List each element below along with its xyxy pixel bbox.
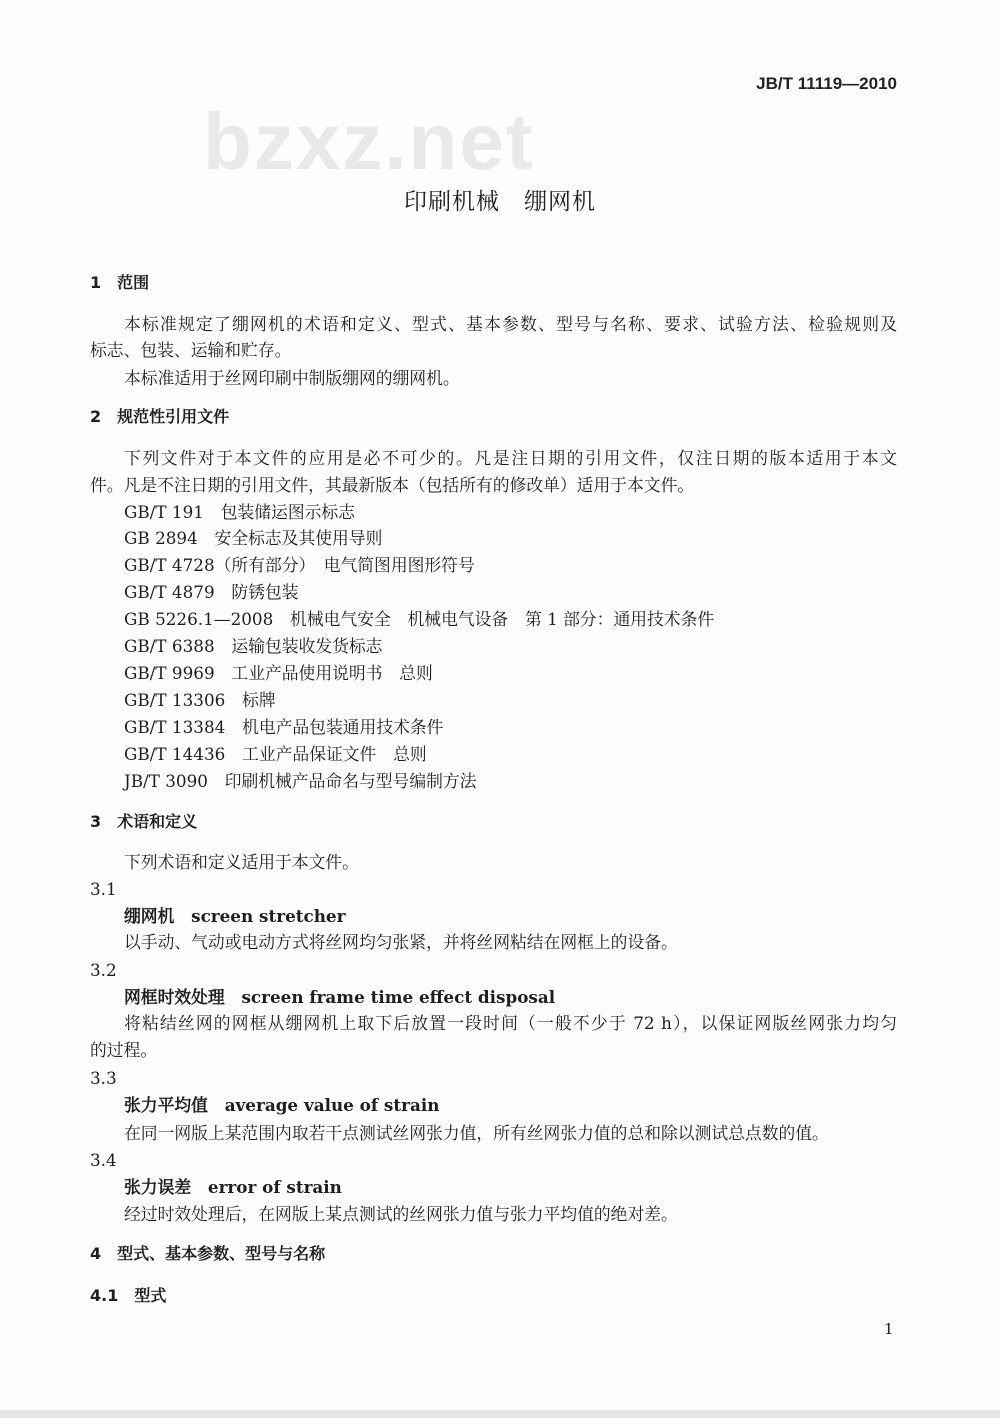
scope-paragraph-line1: 本标准规定了绷网机的术语和定义、型式、基本参数、型号与名称、要求、试验方法、检验规则及 xyxy=(124,314,897,334)
section-4-heading: 4 型式、基本参数、型号与名称 xyxy=(90,1244,326,1263)
reference-item: GB/T 6388 运输包装收发货标志 xyxy=(124,636,383,656)
references-intro-line1: 下列文件对于本文件的应用是必不可少的。凡是注日期的引用文件，仅注日期的版本适用于本文 xyxy=(124,448,897,468)
reference-item: GB 5226.1—2008 机械电气安全 机械电气设备 第 1 部分：通用技术条件 xyxy=(124,609,715,629)
scope-applicability: 本标准适用于丝网印刷中制版绷网的绷网机。 xyxy=(124,368,460,388)
reference-item: JB/T 3090 印刷机械产品命名与型号编制方法 xyxy=(124,771,477,791)
term-definition: 以手动、气动或电动方式将丝网均匀张紧，并将丝网粘结在网框上的设备。 xyxy=(124,932,678,952)
term-definition: 将粘结丝网的网框从绷网机上取下后放置一段时间（一般不少于 72 h），以保证网版丝网张力均匀 xyxy=(124,1013,897,1033)
reference-item: GB/T 9969 工业产品使用说明书 总则 xyxy=(124,663,433,683)
term-definition-line2: 的过程。 xyxy=(90,1040,158,1060)
reference-item: GB/T 4879 防锈包装 xyxy=(124,582,299,602)
references-intro-line2: 件。凡是不注日期的引用文件，其最新版本（包括所有的修改单）适用于本文件。 xyxy=(90,475,695,495)
term-name: 网框时效处理 screen frame time effect disposal xyxy=(124,987,556,1007)
reference-item: GB/T 13306 标牌 xyxy=(124,690,276,710)
watermark: bzxz.net xyxy=(203,97,535,186)
reference-item: GB 2894 安全标志及其使用导则 xyxy=(124,528,383,548)
term-definition: 在同一网版上某范围内取若干点测试丝网张力值，所有丝网张力值的总和除以测试总点数的值。 xyxy=(124,1123,829,1143)
term-definition: 经过时效处理后，在网版上某点测试的丝网张力值与张力平均值的绝对差。 xyxy=(124,1204,678,1224)
term-number: 3.3 xyxy=(90,1068,117,1088)
terms-intro: 下列术语和定义适用于本文件。 xyxy=(124,852,359,872)
reference-item: GB/T 4728（所有部分） 电气简图用图形符号 xyxy=(124,555,475,575)
document-title: 印刷机械 绷网机 xyxy=(404,189,596,215)
section-1-heading: 1 范围 xyxy=(90,273,150,292)
section-3-heading: 3 术语和定义 xyxy=(90,812,198,831)
section-2-heading: 2 规范性引用文件 xyxy=(90,407,230,426)
standard-number: JB/T 11119—2010 xyxy=(756,74,897,93)
section-4-1-heading: 4.1 型式 xyxy=(90,1286,167,1305)
term-number: 3.4 xyxy=(90,1150,117,1170)
page-bottom-edge xyxy=(0,1410,1000,1418)
term-name: 张力平均值 average value of strain xyxy=(124,1095,440,1115)
page-number: 1 xyxy=(884,1320,894,1338)
scope-paragraph-line2: 标志、包装、运输和贮存。 xyxy=(90,340,292,360)
term-number: 3.1 xyxy=(90,879,117,899)
reference-item: GB/T 13384 机电产品包装通用技术条件 xyxy=(124,717,444,737)
reference-item: GB/T 191 包装储运图示标志 xyxy=(124,502,355,522)
term-name: 张力误差 error of strain xyxy=(124,1177,342,1197)
term-name: 绷网机 screen stretcher xyxy=(124,906,346,926)
reference-item: GB/T 14436 工业产品保证文件 总则 xyxy=(124,744,427,764)
term-number: 3.2 xyxy=(90,960,117,980)
